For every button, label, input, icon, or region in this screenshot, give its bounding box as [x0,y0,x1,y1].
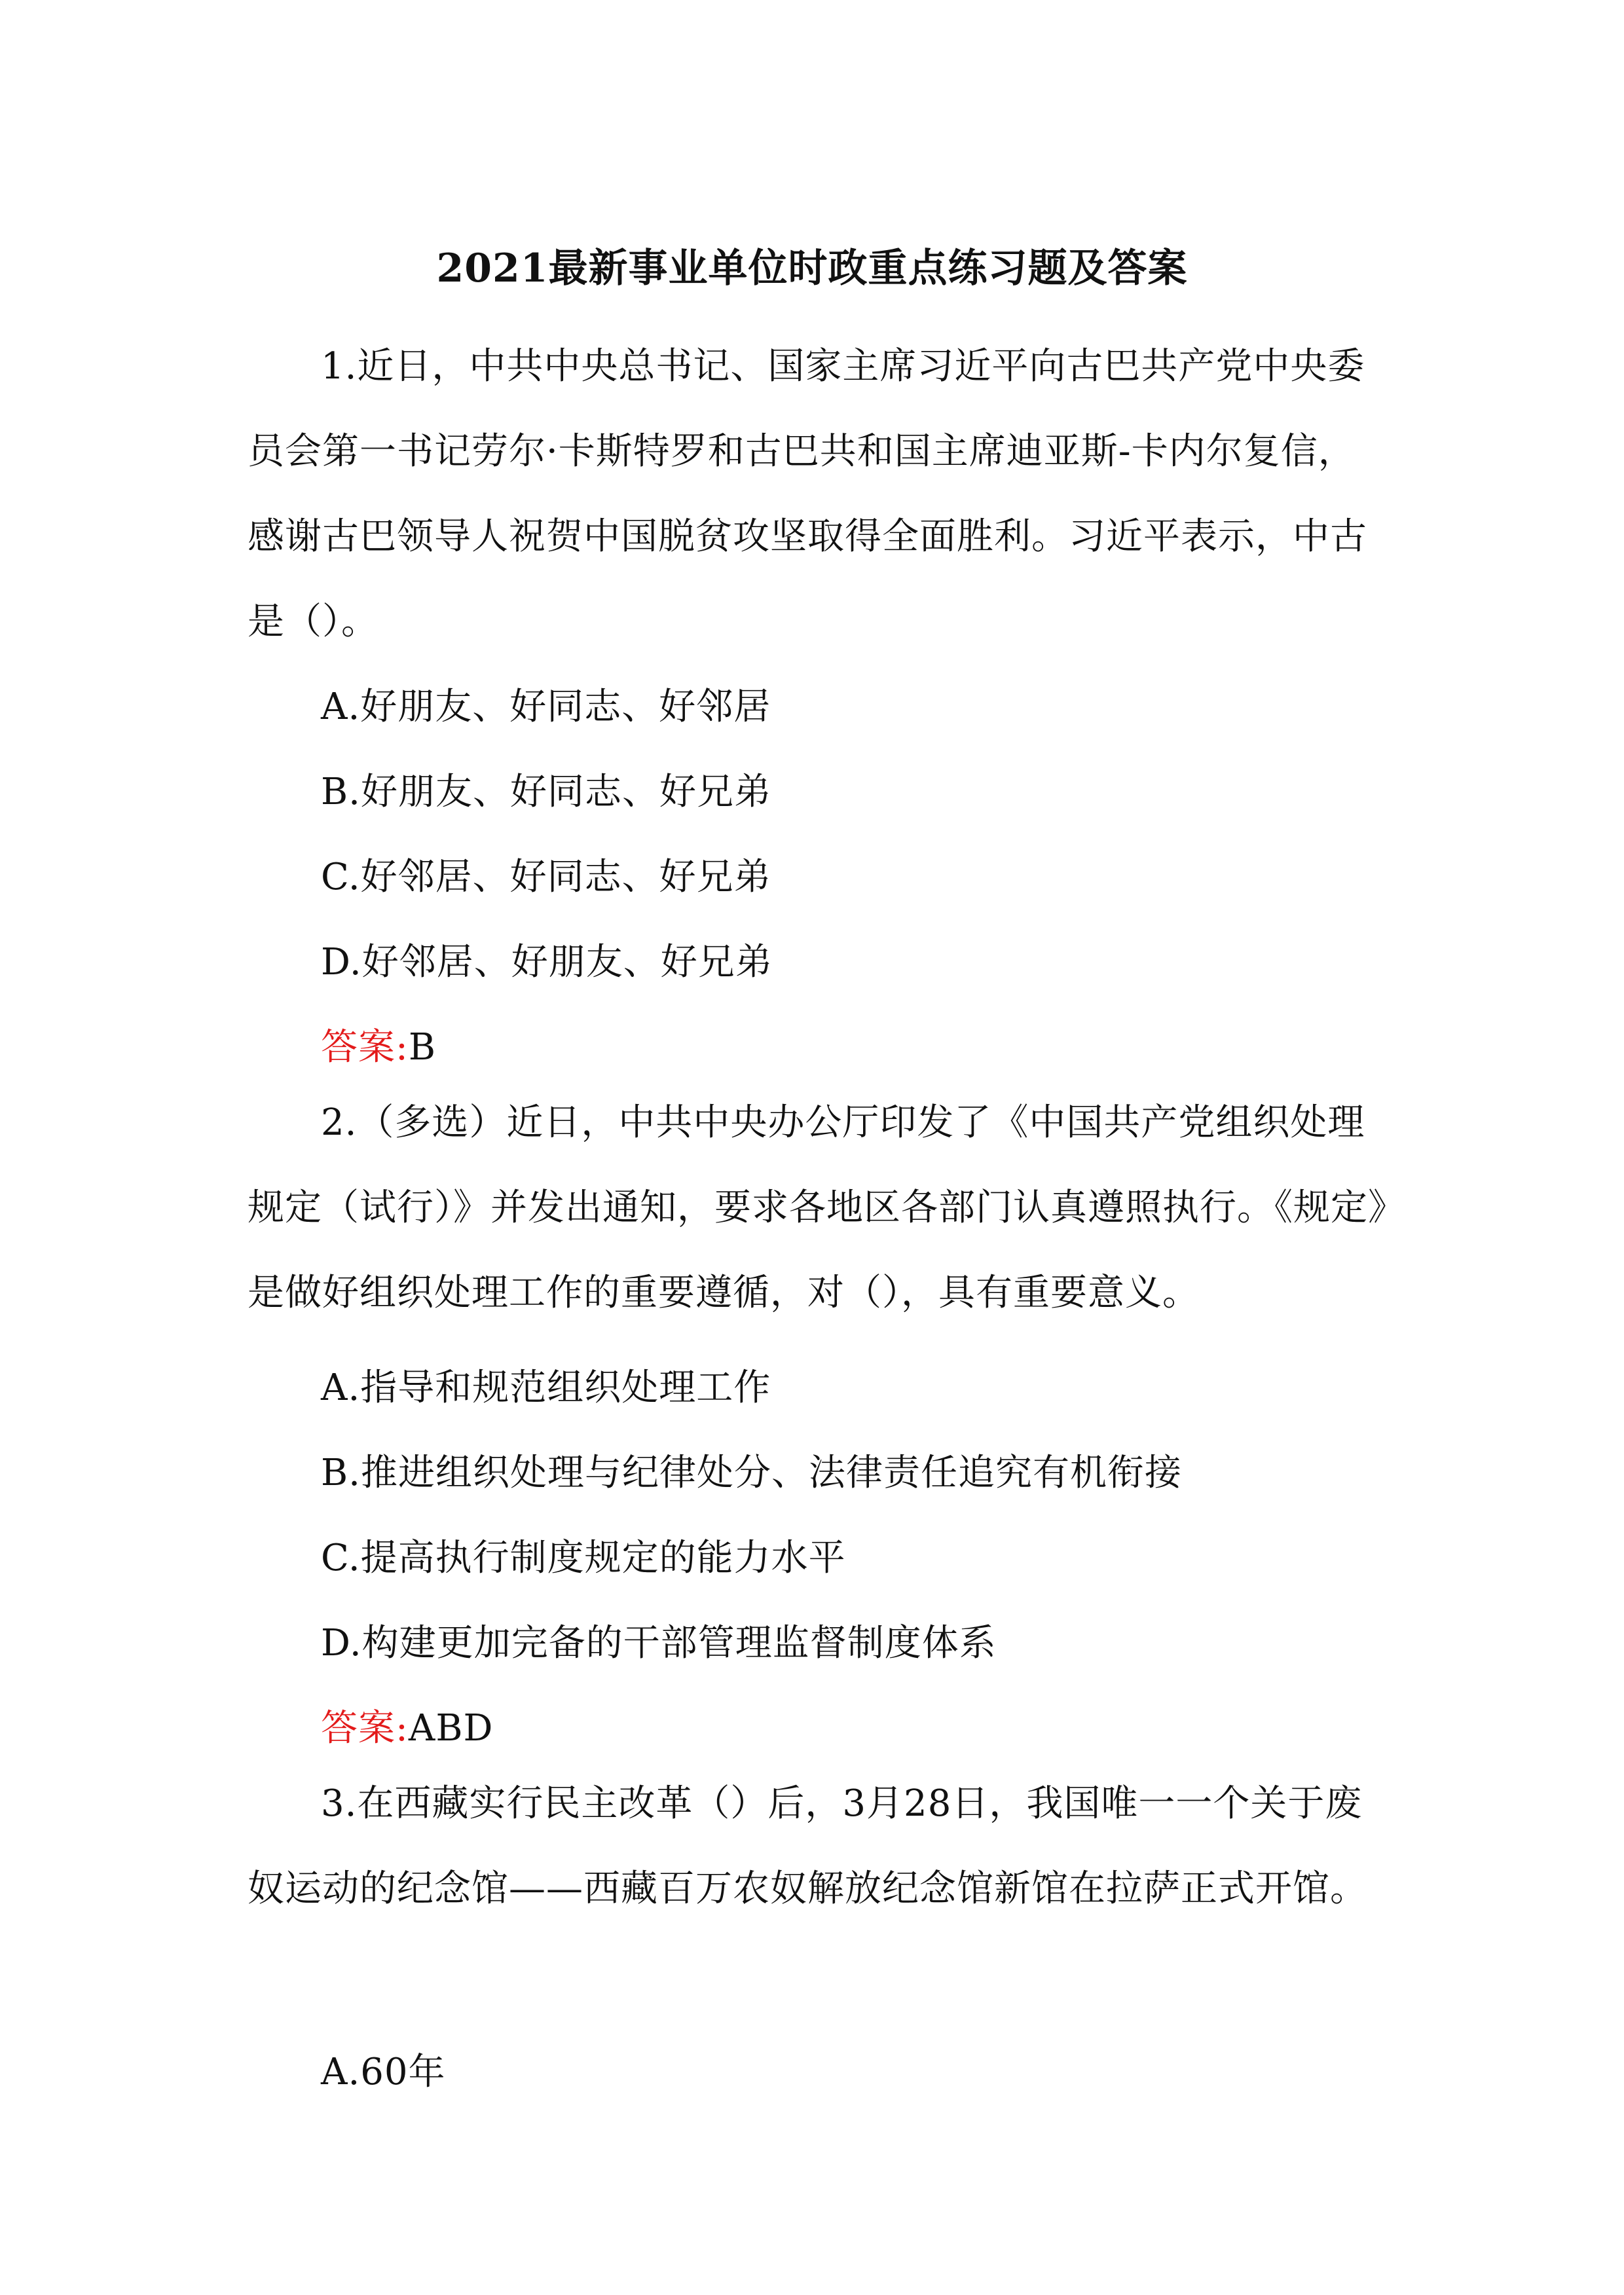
question-1-stem: 1.近日，中共中央总书记、国家主席习近平向古巴共产党中央委员会第一书记劳尔·卡斯特罗和古巴共和国主席迪亚斯-卡内尔复信，感谢古巴领导人祝贺中国脱贫攻坚取得全面胜利。习近平表示，中古是（）。 [248,345,1367,643]
answer-label: 答案: [321,1026,409,1069]
question-1-option-c: C.好邻居、好同志、好兄弟 [321,856,771,898]
question-1-option-b: B.好朋友、好同志、好兄弟 [321,771,771,813]
question-3-option-a: A.60年 [321,2051,446,2093]
answer-value: B [408,1026,437,1069]
answer-value: ABD [408,1707,494,1750]
question-2-option-b: B.推进组织处理与纪律处分、法律责任追究有机衔接 [321,1452,1182,1494]
question-1-answer [321,1021,436,1074]
question-1-option-a: A.好朋友、好同志、好邻居 [321,686,771,728]
question-1-option-d: D.好邻居、好朋友、好兄弟 [321,941,773,983]
question-2-stem: 2.（多选）近日，中共中央办公厅印发了《中国共产党组织处理规定（试行）》并发出通知，要求各地区各部门认真遵照执行。《规定》是做好组织处理工作的重要遵循，对（），具有重要意义。 [248,1101,1387,1314]
question-2-option-d: D.构建更加完备的干部管理监督制度体系 [321,1622,997,1664]
question-2-answer [321,1702,493,1755]
answer-label: 答案: [321,1707,409,1750]
question-3-stem: 3.在西藏实行民主改革（）后，3月28日，我国唯一一个关于废奴运动的纪念馆——西藏百万农奴解放纪念馆新馆在拉萨正式开馆。 [248,1782,1367,1910]
question-2-option-c: C.提高执行制度规定的能力水平 [321,1537,846,1579]
question-2-option-a: A.指导和规范组织处理工作 [321,1367,771,1409]
page-title: 2021最新事业单位时政重点练习题及答案 [436,246,1188,291]
